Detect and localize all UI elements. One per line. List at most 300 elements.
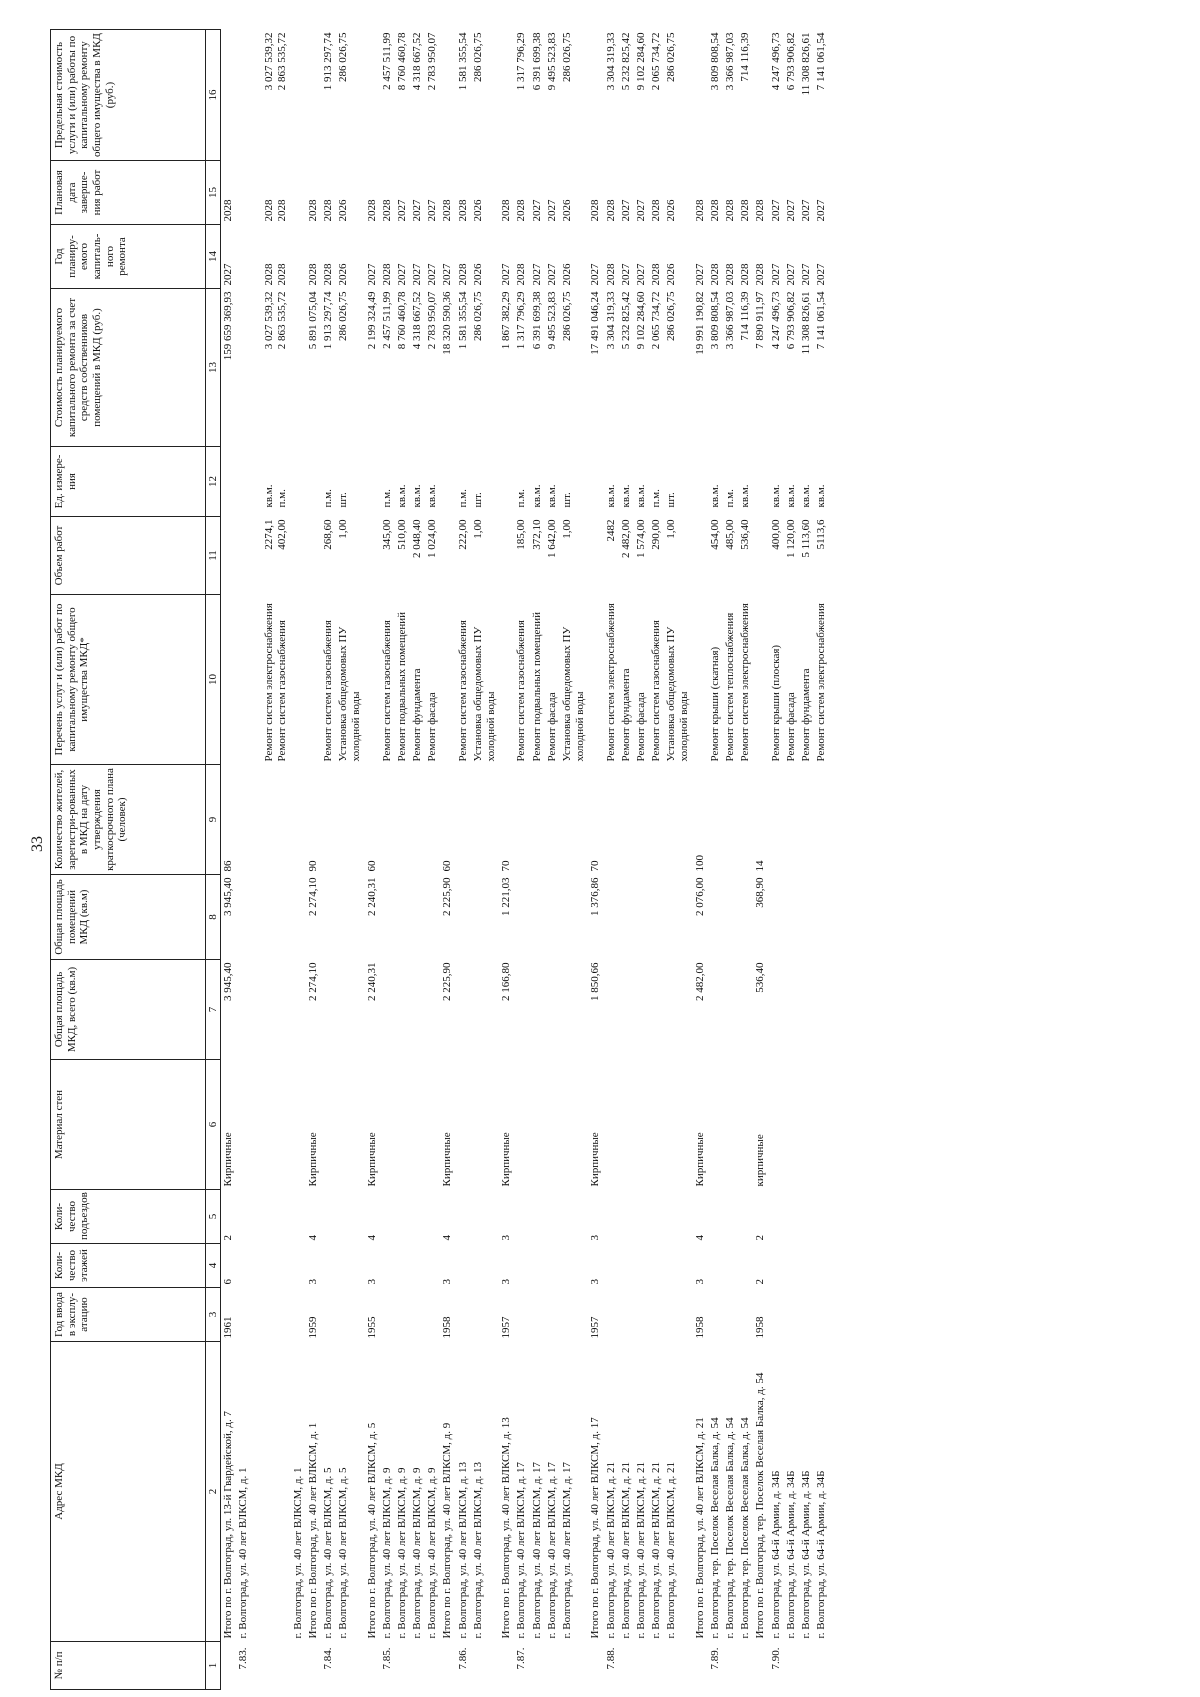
cell-lim [784,30,799,161]
y15-line: 2027 [815,199,828,222]
vol-line: 510,00 [395,519,408,550]
cell-cost [604,289,619,447]
cell-y14 [410,225,425,289]
cell-col-4 [604,1244,619,1288]
cell-col-9 [336,765,364,875]
cell-cost [440,289,455,447]
cell-col-1 [588,1642,603,1690]
cost-line: 4 318 667,52 [411,291,424,350]
y15-line: 2027 [799,199,812,222]
total-row [588,30,603,1690]
table-row [738,30,753,1690]
cell-y15 [456,161,471,225]
cell-y14 [306,225,321,289]
cell-cost [723,289,738,447]
cell-col-7 [321,960,336,1060]
y15-line: 2027 [411,199,424,222]
unit-line [237,450,250,514]
cell-col-2: г. Волгоград, тер. Поселок Веселая Балка, д. 54 [708,1417,721,1639]
cell-works [425,595,440,765]
column-number-13: 13 [206,289,221,447]
cell-col-8 [380,875,395,960]
cell-col-3: 1959 [306,1316,319,1339]
cost-line: 9 102 284,60 [634,291,647,350]
cell-col-5: 4 [306,1235,319,1241]
cell-col-4 [560,1244,588,1288]
y15-line: 2028 [365,199,378,222]
cell-y15 [236,161,290,225]
cell-col-7: 3 945,40 [222,962,234,1001]
cell-col-8 [619,875,634,960]
cell-y15 [380,161,395,225]
works-line: Ремонт подвальных помещений [395,611,408,762]
cell-col-3: 1958 [693,1316,706,1339]
cell-col-4: 3 [693,1279,706,1285]
vol-line: 1,00 [665,519,678,539]
cell-col-7: 2 482,00 [693,962,706,1001]
cell-vol [693,517,708,595]
cell-col-5 [649,1190,664,1244]
cell-col-5 [236,1190,290,1244]
cell-col-6 [321,1060,336,1190]
cell-col-4: 3 [589,1279,602,1285]
cell-col-9: 70 [500,860,513,872]
cell-col-1: 7.87. [515,1647,528,1670]
cell-col-6 [560,1060,588,1190]
cell-col-2: Итого по г. Волгоград, тер. Поселок Веселая Балка, д. 54 [754,1372,767,1639]
cell-col-1: 7.89. [708,1647,721,1670]
cell-lim [321,30,336,161]
cost-line: 714 116,39 [739,291,752,341]
unit-line: кв.м. [799,484,812,508]
cell-vol [664,517,692,595]
cell-lim [604,30,619,161]
cell-col-3 [471,1288,499,1342]
cell-y15 [634,161,649,225]
y15-line: 2028 [708,199,721,222]
cell-lim [440,30,455,161]
table-row [471,30,499,1690]
lim-line: 4 247 496,73 [769,32,782,91]
vol-line: 2 482,00 [619,519,632,558]
cell-cost [814,289,829,447]
cell-col-2: г. Волгоград, ул. 40 лет ВЛКСМ, д. 9 [395,1467,408,1639]
cell-col-1 [395,1642,410,1690]
y15-line: 2027 [769,199,782,222]
cell-lim [306,30,321,161]
cell-col-9 [395,765,410,875]
cell-unit [425,447,440,517]
cell-col-6 [395,1060,410,1190]
cell-col-7 [336,960,364,1060]
cell-unit [336,447,364,517]
cell-cost [456,289,471,447]
cell-vol [380,517,395,595]
cell-y15 [799,161,814,225]
y15-line: 2028 [456,199,469,222]
y14-line: 2027 [426,263,439,286]
cell-vol [236,517,290,595]
cell-col-8 [560,875,588,960]
cell-unit [708,447,723,517]
cell-col-4 [530,1244,545,1288]
y15-line: 2027 [545,199,558,222]
cell-col-5: 2 [754,1235,767,1241]
cell-col-6 [604,1060,619,1190]
cell-col-9 [604,765,619,875]
total-row [499,30,514,1690]
cell-col-3: 1957 [589,1316,602,1339]
cell-col-1 [784,1642,799,1690]
cell-unit [619,447,634,517]
column-number-6: 6 [206,1060,221,1190]
cell-vol [753,517,768,595]
cell-works [769,595,784,765]
cell-y15 [321,161,336,225]
cell-col-6 [799,1060,814,1190]
y14-line: 2028 [456,263,469,286]
lim-line: 2 863 535,72 [276,32,289,91]
cell-y15 [619,161,634,225]
cell-y15 [753,161,768,225]
cell-works [499,595,514,765]
unit-line: п.м. [380,489,393,508]
cell-col-8 [530,875,545,960]
lim-line: 2 065 734,72 [650,32,663,91]
cell-y15 [425,161,440,225]
y15-line: 2027 [530,199,543,222]
cell-works [221,595,237,765]
y15-line: 2026 [665,199,678,222]
cell-col-9 [723,765,738,875]
cell-works [514,595,529,765]
cell-col-7: 2 240,31 [365,962,378,1001]
cell-col-9 [634,765,649,875]
cell-col-1: 7.84. [321,1647,334,1670]
works-line: Установка общедомовых ПУ холодной воды [560,626,587,762]
table-row [395,30,410,1690]
cell-works [306,595,321,765]
y15-line: 2026 [560,199,573,222]
header-col-15: Плановая дата заверше-ния работ [51,161,206,225]
cell-col-6 [410,1060,425,1190]
cell-col-2: г. Волгоград, ул. 40 лет ВЛКСМ, д. 9 [380,1467,393,1639]
cell-col-4 [784,1244,799,1288]
y14-line: 2027 [545,263,558,286]
unit-line: п.м. [321,489,334,508]
cell-col-8 [545,875,560,960]
y14-line: 2027 [693,263,706,286]
y14-line: 2027 [222,263,234,286]
cell-unit [395,447,410,517]
cell-unit [664,447,692,517]
cell-works [456,595,471,765]
cell-col-6 [814,1060,829,1190]
cost-line: 3 366 987,03 [724,291,736,350]
vol-line: 485,00 [724,519,736,550]
cell-col-6 [236,1060,290,1190]
cell-y15 [221,161,237,225]
cell-y15 [395,161,410,225]
y15-line: 2028 [724,199,736,222]
cell-y14 [395,225,410,289]
cell-col-6: Кирпичные [589,1132,602,1187]
y14-line: 2028 [604,263,617,286]
cell-col-4 [619,1244,634,1288]
cell-col-7 [514,960,529,1060]
cell-cost [336,289,364,447]
total-row [221,30,237,1690]
table-row [619,30,634,1690]
cell-col-7 [769,960,784,1060]
cell-col-9: 70 [589,860,602,872]
cell-col-6 [634,1060,649,1190]
cell-works [693,595,708,765]
column-number-7: 7 [206,960,221,1060]
page-number: 33 [29,836,46,852]
y14-line: 2027 [441,263,454,286]
cell-cost [471,289,499,447]
cell-vol [395,517,410,595]
cell-y14 [471,225,499,289]
vol-line: 1,00 [560,519,573,539]
cell-col-7 [664,960,692,1060]
cell-unit [321,447,336,517]
header-col-2: Адрес МКД [51,1342,206,1642]
cell-col-5 [471,1190,499,1244]
cost-line: 1 913 297,74 [321,291,334,350]
cost-line: 18 320 590,36 [441,291,454,355]
cell-y14 [380,225,395,289]
cell-cost [499,289,514,447]
cell-col-4 [708,1244,723,1288]
cell-col-5 [425,1190,440,1244]
cell-col-8: 1 221,03 [500,877,513,916]
cell-col-2: г. Волгоград, ул. 40 лет ВЛКСМ, д. 17 [515,1461,528,1639]
cell-col-8 [236,875,290,960]
header-col-3: Год ввода в эксплу-атацию [51,1288,206,1342]
cell-col-9 [649,765,664,875]
cell-vol [365,517,380,595]
cell-col-3 [456,1288,471,1342]
cell-col-6 [380,1060,395,1190]
works-line: Ремонт систем газоснабжения [515,620,528,762]
cell-works [336,595,364,765]
header-col-7: Общая площадь МКД, всего (кв.м) [51,960,206,1060]
y14-line: 2026 [337,263,350,286]
cell-unit [799,447,814,517]
cell-col-2: Итого по г. Волгоград, ул. 40 лет ВЛКСМ, д. 17 [589,1417,602,1639]
cell-col-1 [221,1642,237,1690]
cell-cost [634,289,649,447]
cell-unit [291,447,306,517]
lim-line: 11 308 826,61 [799,32,812,96]
cost-line: 3 027 539,32 [263,291,276,350]
header-col-13: Стоимость планируемого капитального ремонта за счет средств собственников помещений в МКД (руб.) [51,289,206,447]
unit-line: кв.м. [411,484,424,508]
cell-lim [336,30,364,161]
cell-col-3 [380,1288,395,1342]
cell-col-2: г. Волгоград, ул. 40 лет ВЛКСМ, д. 5 [321,1467,334,1639]
cell-y14 [221,225,237,289]
cell-col-9 [799,765,814,875]
cell-vol [471,517,499,595]
cell-col-3: 1961 [222,1316,234,1339]
cell-unit [306,447,321,517]
cell-vol [425,517,440,595]
y15-line [237,164,250,222]
cell-col-5 [708,1190,723,1244]
vol-line: 1,00 [471,519,484,539]
cell-col-3 [291,1288,306,1342]
cell-works [634,595,649,765]
cell-lim [395,30,410,161]
cell-col-1 [425,1642,440,1690]
cell-col-3 [395,1288,410,1342]
cell-col-7 [649,960,664,1060]
cell-col-9 [769,765,784,875]
cell-works [365,595,380,765]
cell-col-7 [395,960,410,1060]
cell-unit [769,447,784,517]
header-col-10: Перечень услуг и (или) работ по капитальному ремонту общего имущества МКД* [51,595,206,765]
cell-cost [321,289,336,447]
cell-lim [471,30,499,161]
cell-col-4 [236,1244,290,1288]
cell-col-3 [708,1288,723,1342]
table-row [291,30,306,1690]
cost-line: 9 495 523,83 [545,291,558,350]
cell-cost [514,289,529,447]
header-col-12: Ед. измере-ния [51,447,206,517]
cell-col-7 [545,960,560,1060]
unit-line: кв.м. [739,484,752,508]
cell-col-9 [321,765,336,875]
cell-vol [456,517,471,595]
total-row [693,30,708,1690]
cell-col-3 [738,1288,753,1342]
cell-unit [380,447,395,517]
cell-col-4 [723,1244,738,1288]
cell-col-6: Кирпичные [441,1132,454,1187]
y15-line: 2028 [306,199,319,222]
cell-col-5: 3 [500,1235,513,1241]
y14-line: 2028 [306,263,319,286]
header-col-11: Объем работ [51,517,206,595]
cell-col-1: 7.83. [237,1647,250,1670]
cell-y14 [456,225,471,289]
cell-vol [306,517,321,595]
cell-col-8 [784,875,799,960]
cell-col-7 [738,960,753,1060]
works-line: Ремонт систем электроснабжения [263,603,276,762]
y14-line [250,228,263,286]
cell-col-9: 90 [306,860,319,872]
cell-col-4 [456,1244,471,1288]
table-row [634,30,649,1690]
cell-y14 [814,225,829,289]
cell-col-2: Итого по г. Волгоград, ул. 40 лет ВЛКСМ, д. 9 [441,1422,454,1639]
unit-line: кв.м. [545,484,558,508]
table-row [321,30,336,1690]
y14-line: 2028 [708,263,721,286]
vol-line: 1 024,00 [426,519,439,558]
cell-cost [784,289,799,447]
vol-line: 1,00 [337,519,350,539]
vol-line: 2482 [604,519,617,542]
table-row [769,30,784,1690]
vol-line: 536,40 [739,519,752,550]
cost-line [237,292,250,444]
cell-col-6 [723,1060,738,1190]
cell-vol [514,517,529,595]
cell-col-4: 3 [500,1279,513,1285]
cell-col-6 [664,1060,692,1190]
cell-col-5 [738,1190,753,1244]
vol-line: 290,00 [650,519,663,550]
vol-line: 402,00 [276,519,289,550]
unit-line: кв.м. [604,484,617,508]
cell-col-4 [814,1244,829,1288]
cell-col-7 [634,960,649,1060]
cell-col-6 [738,1060,753,1190]
lim-line: 7 141 061,54 [815,32,828,91]
cell-col-5: 4 [365,1235,378,1241]
cell-col-3 [769,1288,784,1342]
column-number-12: 12 [206,447,221,517]
y14-line: 2028 [515,263,528,286]
cell-col-6 [649,1060,664,1190]
capital-repair-plan-table [50,29,829,1690]
cell-col-5 [664,1190,692,1244]
cell-lim [221,30,237,161]
cell-y15 [693,161,708,225]
cell-col-8: 2 274,10 [306,877,319,916]
cell-y15 [814,161,829,225]
y14-line: 2028 [321,263,334,286]
cell-col-4 [649,1244,664,1288]
y15-line: 2027 [784,199,797,222]
cell-y15 [530,161,545,225]
cell-col-1: 7.85. [380,1647,393,1670]
cell-col-1 [499,1642,514,1690]
vol-line: 268,60 [321,519,334,550]
cell-col-1 [560,1642,588,1690]
cell-col-4 [380,1244,395,1288]
y14-line: 2027 [619,263,632,286]
cost-line: 7 890 911,97 [754,291,767,349]
cell-col-1 [410,1642,425,1690]
column-number-14: 14 [206,225,221,289]
cell-vol [321,517,336,595]
cell-col-7 [604,960,619,1060]
vol-line: 1 642,00 [545,519,558,558]
cell-col-9 [619,765,634,875]
cell-col-6: Кирпичные [222,1132,234,1187]
works-line: Ремонт систем газоснабжения [380,620,393,762]
table-row [336,30,364,1690]
table-row [545,30,560,1690]
lim-line: 286 026,75 [665,32,678,82]
cell-col-2: г. Волгоград, ул. 64-й Армии, д. 34Б [769,1470,782,1639]
y14-line: 2026 [665,263,678,286]
cell-col-3 [514,1288,529,1342]
unit-line: п.м. [515,489,528,508]
cell-y15 [664,161,692,225]
y15-line: 2028 [276,199,289,222]
cell-col-2: г. Волгоград, ул. 64-й Армии, д. 34Б [799,1470,812,1639]
cell-col-6: Кирпичные [693,1132,706,1187]
